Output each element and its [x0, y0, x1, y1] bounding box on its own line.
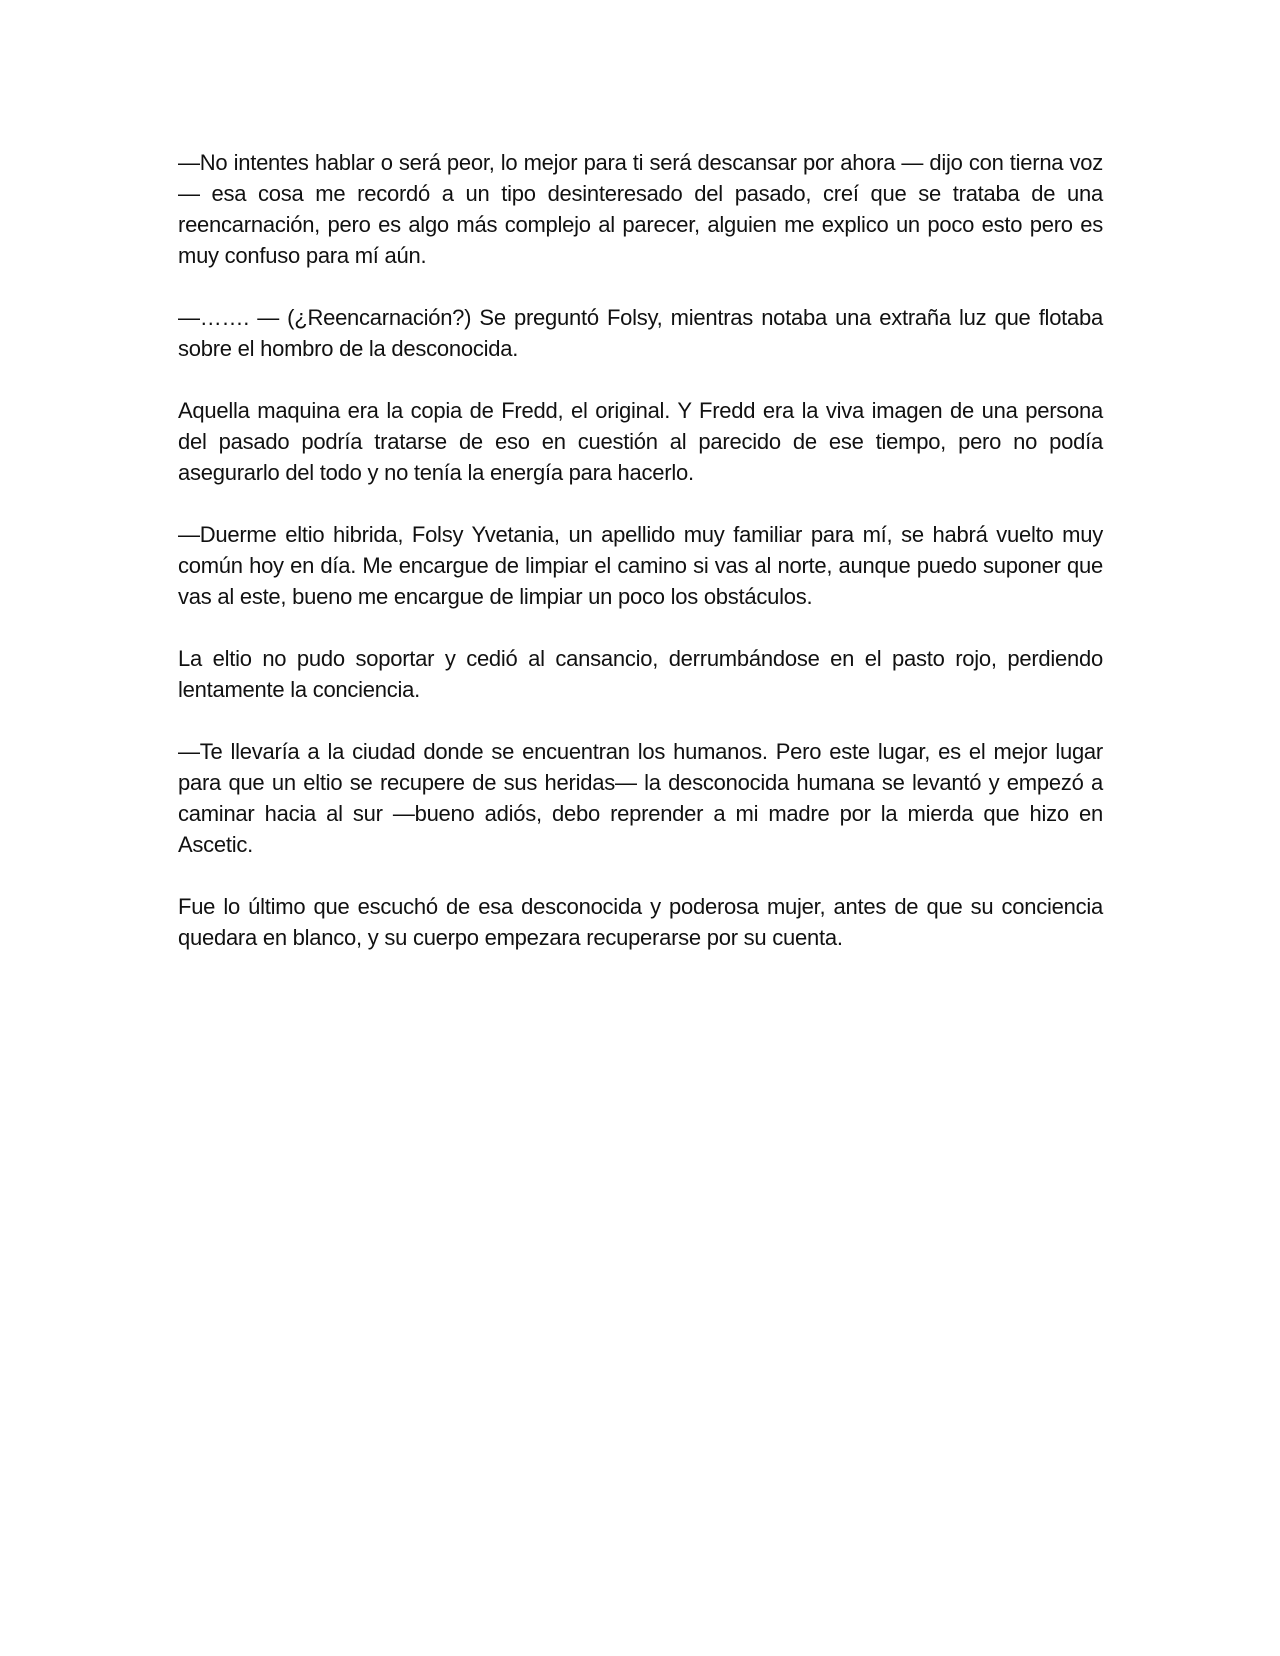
- paragraph-6: —Te llevaría a la ciudad donde se encuentran los humanos. Pero este lugar, es el mejor lugar para que un eltio se recupere de sus heridas— la desconocida humana se levantó y empezó a caminar hacia al sur —bueno adiós, debo reprender a mi madre por la mierda que hizo en Ascetic.: [178, 739, 1103, 857]
- paragraph-5: La eltio no pudo soportar y cedió al cansancio, derrumbándose en el pasto rojo, perdiendo lentamente la conciencia.: [178, 646, 1103, 702]
- paragraph-4: —Duerme eltio hibrida, Folsy Yvetania, un apellido muy familiar para mí, se habrá vuelto muy común hoy en día. Me encargue de limpiar el camino si vas al norte, aunque puedo suponer que vas al este, bueno me encargue de limpiar un poco los obstáculos.: [178, 522, 1103, 609]
- paragraph-7: Fue lo último que escuchó de esa desconocida y poderosa mujer, antes de que su conciencia quedara en blanco, y su cuerpo empezara recuperarse por su cuenta.: [178, 894, 1103, 950]
- paragraph-1: —No intentes hablar o será peor, lo mejor para ti será descansar por ahora — dijo con tierna voz — esa cosa me recordó a un tipo desinteresado del pasado, creí que se trataba de una reencarnación, pero es algo más complejo al parecer, alguien me explico un poco esto pero es muy confuso para mí aún.: [178, 150, 1103, 268]
- paragraph-3: Aquella maquina era la copia de Fredd, el original. Y Fredd era la viva imagen de una persona del pasado podría tratarse de eso en cuestión al parecido de ese tiempo, pero no podía asegurarlo del todo y no tenía la energía para hacerlo.: [178, 398, 1103, 485]
- document-body: [178, 147, 1103, 984]
- paragraph-2: —……. — (¿Reencarnación?) Se preguntó Folsy, mientras notaba una extraña luz que flotaba sobre el hombro de la desconocida.: [178, 305, 1103, 361]
